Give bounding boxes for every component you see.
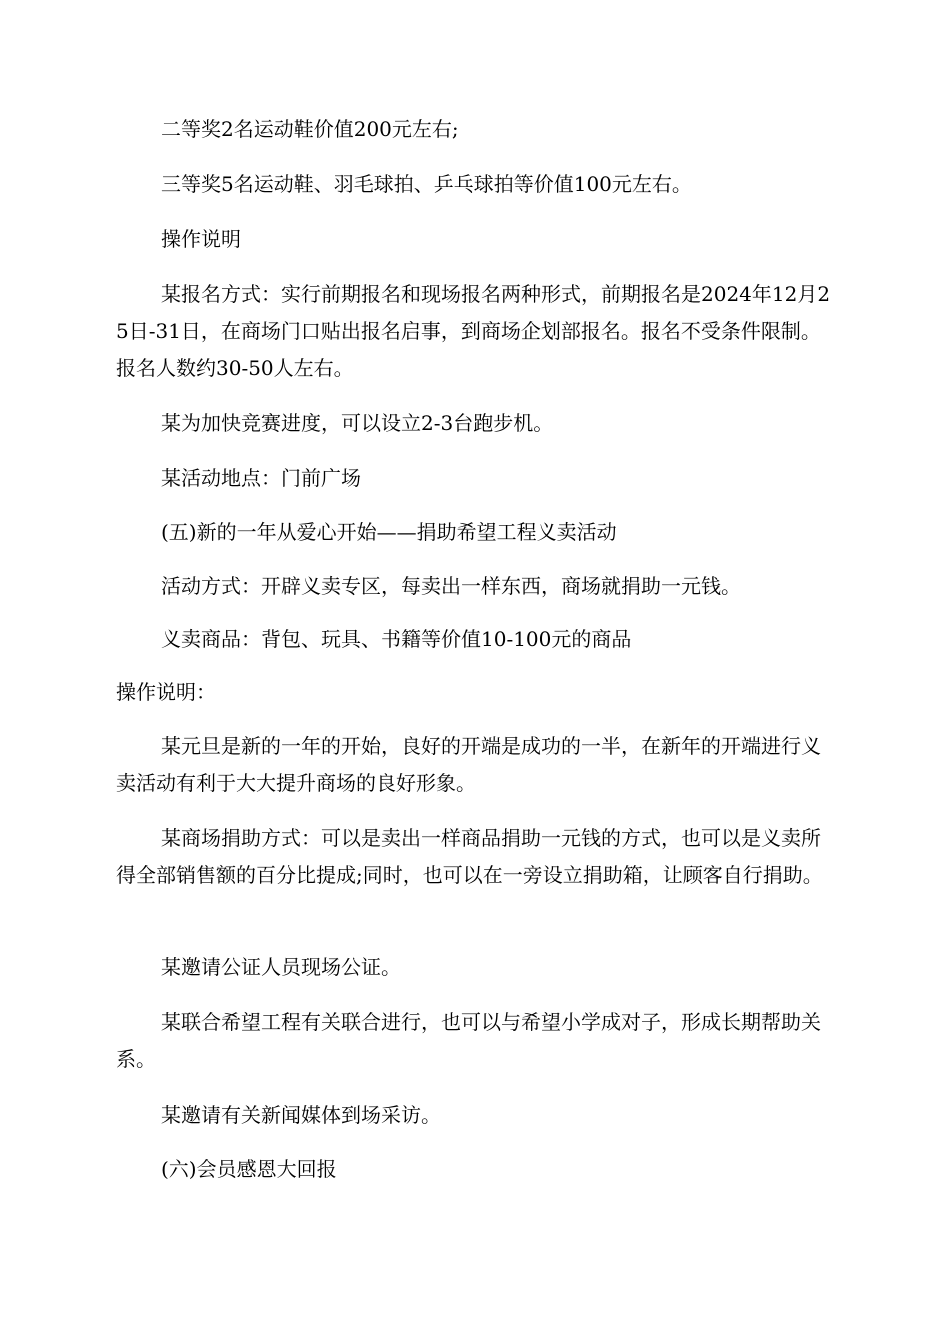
- section-heading-five: (五)新的一年从爱心开始——捐助希望工程义卖活动: [161, 520, 617, 544]
- paragraph-hope-project: 某联合希望工程有关联合进行，也可以与希望小学成对子，形成长期帮助关系。: [116, 1010, 821, 1071]
- paragraph-operation-heading-2: 操作说明：: [116, 680, 216, 704]
- paragraph-venue: 某活动地点：门前广场: [161, 466, 361, 490]
- paragraph-second-prize: 二等奖2名运动鞋价值200元左右;: [161, 117, 459, 141]
- paragraph-treadmill: 某为加快竞赛进度，可以设立2-3台跑步机。: [161, 411, 554, 435]
- paragraph-charity-goods: 义卖商品：背包、玩具、书籍等价值10-100元的商品: [161, 627, 632, 651]
- paragraph-third-prize: 三等奖5名运动鞋、羽毛球拍、乒乓球拍等价值100元左右。: [161, 172, 692, 196]
- paragraph-media: 某邀请有关新闻媒体到场采访。: [161, 1103, 441, 1127]
- paragraph-operation-heading: 操作说明: [161, 227, 241, 251]
- paragraph-registration-method: 某报名方式：实行前期报名和现场报名两种形式，前期报名是2024年12月25日-31日，在商场门口贴出报名启事，到商场企划部报名。报名不受条件限制。报名人数约30-50人左右。: [116, 282, 831, 380]
- paragraph-new-year-start: 某元旦是新的一年的开始，良好的开端是成功的一半，在新年的开端进行义卖活动有利于大大提升商场的良好形象。: [116, 734, 821, 795]
- paragraph-donation-method: 某商场捐助方式：可以是卖出一样商品捐助一元钱的方式，也可以是义卖所得全部销售额的百分比提成;同时，也可以在一旁设立捐助箱，让顾客自行捐助。: [116, 826, 823, 887]
- section-heading-six: (六)会员感恩大回报: [161, 1157, 337, 1181]
- paragraph-activity-method: 活动方式：开辟义卖专区，每卖出一样东西，商场就捐助一元钱。: [161, 574, 741, 598]
- paragraph-notary: 某邀请公证人员现场公证。: [161, 955, 401, 979]
